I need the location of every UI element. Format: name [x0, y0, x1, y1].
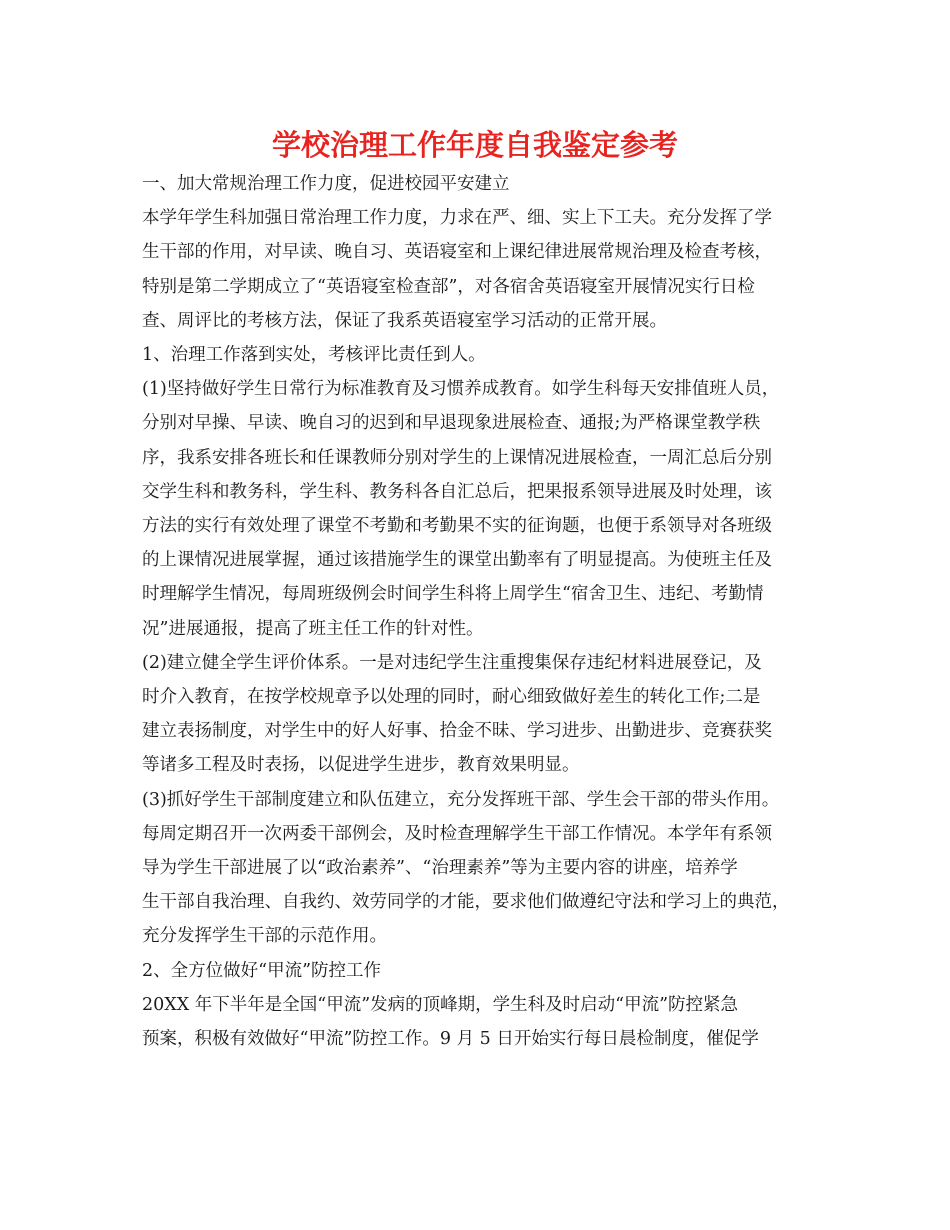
paragraph-line: 导为学生干部进展了以“政治素养”、“治理素养”等为主要内容的讲座，培养学 — [142, 858, 738, 878]
paragraph-line: 况”进展通报，提高了班主任工作的针对性。 — [142, 618, 484, 639]
paragraph-line: 方法的实行有效处理了课堂不考勤和考勤果不实的征询题，也便于系领导对各班级 — [142, 516, 772, 536]
paragraph-line: 每周定期召开一次两委干部例会，及时检查理解学生干部工作情况。本学年有系领 — [142, 823, 772, 844]
paragraph-line: 查、周评比的考核方法，保证了我系英语寝室学习活动的正常开展。 — [142, 310, 667, 331]
paragraph-line: 一、加大常规治理工作力度，促进校园平安建立 — [142, 174, 510, 194]
paragraph-line: 特别是第二学期成立了“英语寝室检查部”，对各宿舍英语寝室开展情况实行日检 — [142, 276, 755, 297]
paragraph-line: (3)抓好学生干部制度建立和队伍建立，充分发挥班干部、学生会干部的带头作用。 — [142, 789, 780, 810]
paragraph-line: 生干部的作用，对早读、晚自习、英语寝室和上课纪律进展常规治理及检查考核， — [142, 242, 772, 263]
paragraph-line: 建立表扬制度，对学生中的好人好事、拾金不昧、学习进步、出勤进步、竞赛获奖 — [142, 721, 772, 742]
paragraph-line: 20XX 年下半年是全国“甲流”发病的顶峰期，学生科及时启动“甲流”防控紧急 — [142, 994, 739, 1015]
paragraph-line: 生干部自我治理、自我约、效劳同学的才能，要求他们做遵纪守法和学习上的典范， — [142, 892, 790, 913]
paragraph-line: 预案，积极有效做好“甲流”防控工作。9 月 5 日开始实行每日晨检制度，催促学 — [142, 1029, 759, 1049]
paragraph-line: 交学生科和教务科，学生科、教务科各自汇总后，把果报系领导进展及时处理，该 — [142, 481, 772, 502]
paragraph-line: 时理解学生情况，每周班级例会时间学生科将上周学生“宿舍卫生、违纪、考勤情 — [142, 584, 764, 605]
paragraph-line: 本学年学生科加强日常治理工作力度，力求在严、细、实上下工夫。充分发挥了学 — [142, 208, 772, 229]
paragraph-line: 时介入教育，在按学校规章予以处理的同时，耐心细致做好差生的转化工作;二是 — [142, 687, 761, 707]
paragraph-line: 2、全方位做好“甲流”防控工作 — [142, 960, 382, 981]
paragraph-line: 的上课情况进展掌握，通过该措施学生的课堂出勤率有了明显提高。为使班主任及 — [142, 550, 772, 571]
paragraph-line: (2)建立健全学生评价体系。一是对违纪学生注重搜集保存违纪材料进展登记，及 — [142, 652, 762, 673]
document-title: 学校治理工作年度自我鉴定参考 — [271, 128, 678, 162]
paragraph-line: 分别对早操、早读、晚自习的迟到和早退现象进展检查、通报;为严格课堂教学秩 — [142, 413, 761, 434]
paragraph-line: (1)坚持做好学生日常行为标准教育及习惯养成教育。如学生科每天安排值班人员， — [142, 379, 780, 400]
paragraph-line: 充分发挥学生干部的示范作用。 — [142, 926, 387, 947]
paragraph-line: 1、治理工作落到实处，考核评比责任到人。 — [142, 345, 486, 365]
paragraph-line: 等诸多工程及时表扬，以促进学生进步，教育效果明显。 — [142, 755, 580, 776]
paragraph-line: 序，我系安排各班长和任课教师分别对学生的上课情况进展检查，一周汇总后分别 — [142, 447, 772, 468]
